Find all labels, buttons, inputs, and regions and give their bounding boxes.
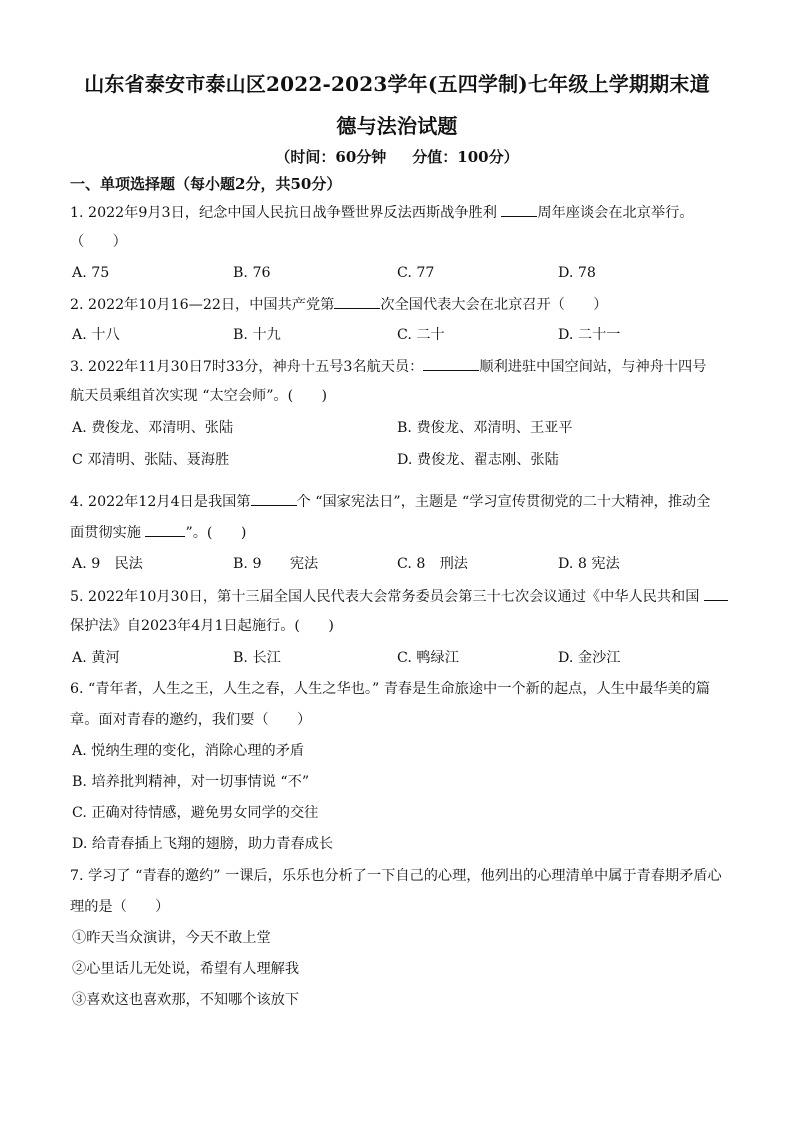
q1-answer-paren: （ ） xyxy=(70,234,127,250)
q5-stem-line2: 保护法》自2023年4月1日起施行。( ) xyxy=(70,618,334,634)
q7-stem-line2: 理的是（ ） xyxy=(70,899,170,915)
q3-option-a: A. 费俊龙、邓清明、张陆 xyxy=(72,420,234,436)
q2-blank xyxy=(334,294,380,309)
question-6-stem: 6. “青年者，人生之王，人生之春，人生之华也。” 青春是生命旅途中一个新的起点，人生中最华美的篇 xyxy=(70,681,711,697)
q3-stem-line2: 航天员乘组首次实现 “太空会师”。( ) xyxy=(70,388,328,404)
section-heading: 一、单项选择题（每小题2分，共50分） xyxy=(70,175,342,193)
q6-option-b: B. 培养批判精神，对一切事情说 “不” xyxy=(72,774,310,790)
question-3-stem xyxy=(70,356,706,377)
question-4-stem xyxy=(70,491,710,512)
q7-item-1: ①昨天当众演讲，今天不敢上堂 xyxy=(72,930,271,946)
q1-option-b: B. 76 xyxy=(233,265,271,281)
q4-option-b: B. 9 宪法 xyxy=(233,556,319,572)
q5-blank xyxy=(704,586,728,601)
q1-option-c: C. 77 xyxy=(397,265,435,281)
q3-option-c: C 邓清明、张陆、聂海胜 xyxy=(72,452,230,468)
q4-option-d: D. 8 宪法 xyxy=(558,556,620,572)
q5-option-b: B. 长江 xyxy=(233,650,281,666)
question-7-stem: 7. 学习了 “青春的邀约” 一课后，乐乐也分析了一下自己的心理，他列出的心理清单中属于青春期矛盾心 xyxy=(70,868,722,884)
q3-stem-a: 3. 2022年11月30日7时33分，神舟十五号3名航天员： xyxy=(70,359,424,375)
q4-stem-line2 xyxy=(70,522,246,543)
q4-blank-1 xyxy=(251,491,297,506)
q2-stem-b: 次全国代表大会在北京召开（ ） xyxy=(380,297,608,313)
q3-blank xyxy=(423,356,479,371)
q5-option-d: D. 金沙江 xyxy=(558,650,621,666)
q3-stem-b: 顺利进驻中国空间站，与神舟十四号 xyxy=(479,359,707,375)
q2-stem-a: 2. 2022年10月16—22日，中国共产党第 xyxy=(70,297,335,313)
q4-blank-2 xyxy=(145,522,185,537)
exam-title-line2: 德与法治试题 xyxy=(336,114,458,138)
q7-item-2: ②心里话儿无处说，希望有人理解我 xyxy=(72,961,300,977)
q7-item-3: ③喜欢这也喜欢那，不知哪个该放下 xyxy=(72,992,300,1008)
q4-line2-a: 面贯彻实施 xyxy=(70,525,141,541)
q5-option-c: C. 鸭绿江 xyxy=(397,650,459,666)
q2-option-b: B. 十九 xyxy=(233,327,281,343)
q6-option-c: C. 正确对待情感，避免男女同学的交往 xyxy=(72,805,319,821)
exam-time: （时间：60分钟 xyxy=(275,148,387,166)
q5-stem: 5. 2022年10月30日，第十三届全国人民代表大会常务委员会第三十七次会议通过《中华人民共和国 xyxy=(70,589,700,605)
q3-option-b: B. 费俊龙、邓清明、王亚平 xyxy=(397,420,573,436)
exam-title-line1: 山东省泰安市泰山区2022-2023学年(五四学制)七年级上学期期末道 xyxy=(84,72,710,96)
question-1-stem xyxy=(70,202,694,223)
q3-option-d: D. 费俊龙、翟志刚、张陆 xyxy=(397,452,559,468)
q4-stem-a: 4. 2022年12月4日是我国第 xyxy=(70,494,251,510)
q4-line2-b: ”。( ) xyxy=(185,525,247,541)
question-2-stem xyxy=(70,294,607,315)
q4-option-a: A. 9 民法 xyxy=(72,556,143,572)
q1-option-a: A. 75 xyxy=(72,265,110,281)
q2-option-d: D. 二十一 xyxy=(558,327,621,343)
exam-time-score xyxy=(40,146,754,167)
q1-option-d: D. 78 xyxy=(558,265,596,281)
exam-score: 分值：100分） xyxy=(412,148,519,166)
q5-option-a: A. 黄河 xyxy=(72,650,120,666)
q1-stem-a: 1. 2022年9月3日，纪念中国人民抗日战争暨世界反法西斯战争胜利 xyxy=(70,205,497,221)
question-5-stem xyxy=(70,586,728,607)
q2-option-a: A. 十八 xyxy=(72,327,120,343)
q6-stem-line2: 章。面对青春的邀约，我们要（ ） xyxy=(70,712,312,728)
q4-stem-b: 个 “国家宪法日”，主题是 “学习宣传贯彻党的二十大精神，推动全 xyxy=(296,494,711,510)
q4-option-c: C. 8 刑法 xyxy=(397,556,468,572)
q2-option-c: C. 二十 xyxy=(397,327,445,343)
q6-option-a: A. 悦纳生理的变化，消除心理的矛盾 xyxy=(72,743,305,759)
q6-option-d: D. 给青春插上飞翔的翅膀，助力青春成长 xyxy=(72,836,334,852)
q1-blank xyxy=(501,202,537,217)
q1-stem-b: 周年座谈会在北京举行。 xyxy=(537,205,694,221)
